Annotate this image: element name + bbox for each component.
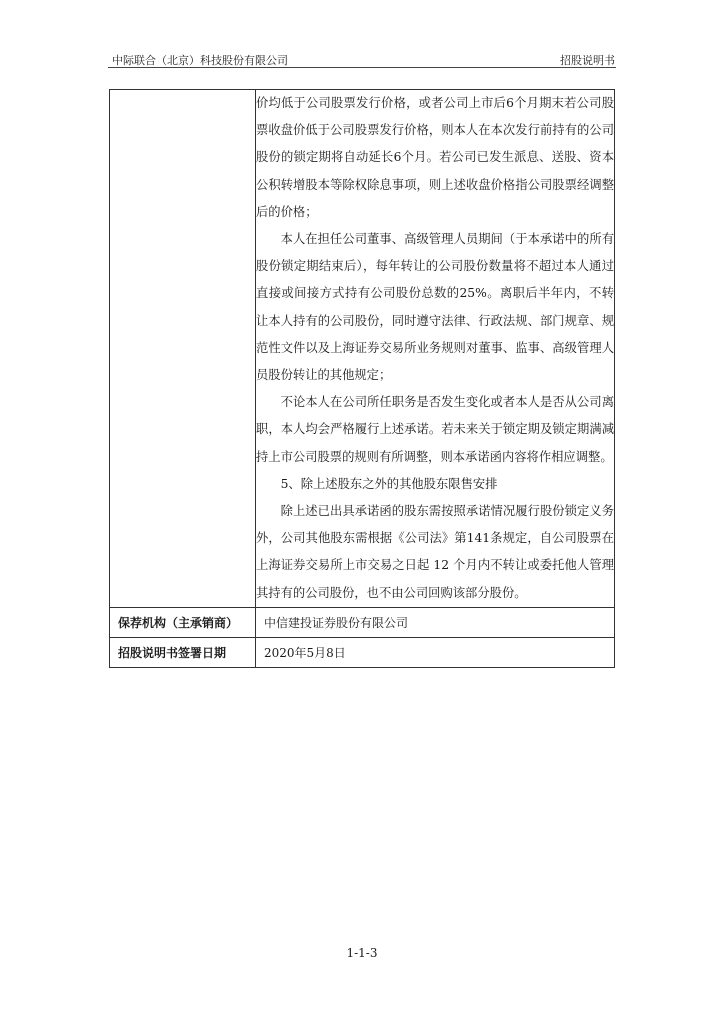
company-name: 中际联合（北京）科技股份有限公司 xyxy=(112,54,288,67)
paragraph: 价均低于公司股票发行价格，或者公司上市后6个月期末若公司股票收盘价低于公司股票发行价格，则本人在本次发行前持有的公司股份的锁定期将自动延长6个月。若公司已发生派息、送股、资本公积转增股本等除权除息事项，则上述收盘价格指公司股票经调整后的价格； xyxy=(256,96,614,219)
table-row xyxy=(110,607,615,637)
paragraph: 不论本人在公司所任职务是否发生变化或者本人是否从公司离职，本人均会严格履行上述承诺。若未来关于锁定期及锁定期满减持上市公司股票的规则有所调整，则本承诺函内容将作相应调整。 xyxy=(256,395,614,464)
header-rule xyxy=(108,67,616,68)
empty-label-cell xyxy=(110,90,256,608)
table-row xyxy=(110,90,615,608)
sponsor-label: 保荐机构（主承销商） xyxy=(110,607,256,637)
table-row xyxy=(110,637,615,667)
document-type: 招股说明书 xyxy=(560,54,615,67)
paragraph: 除上述已出具承诺函的股东需按照承诺情况履行股份锁定义务外，公司其他股东需根据《公司法》第141条规定，自公司股票在上海证券交易所上市交易之日起 12 个月内不转让或委托他人管理其持有的公司股份，也不由公司回购该部分股份。 xyxy=(256,504,614,600)
info-table xyxy=(109,89,615,668)
paragraph: 本人在担任公司董事、高级管理人员期间（于本承诺中的所有股份锁定期结束后），每年转让的公司股份数量将不超过本人通过直接或间接方式持有公司股份总数的25%。离职后半年内，不转让本人持有的公司股份，同时遵守法律、行政法规、部门规章、规范性文件以及上海证券交易所业务规则对董事、监事、高级管理人员股份转让的其他规定； xyxy=(256,232,614,383)
page-header xyxy=(112,46,615,66)
section-heading: 5、除上述股东之外的其他股东限售安排 xyxy=(280,476,498,491)
signing-date-value: 2020年5月8日 xyxy=(256,637,615,667)
sponsor-value: 中信建投证券股份有限公司 xyxy=(256,607,615,637)
page-number: 1-1-3 xyxy=(346,946,378,960)
signing-date-label: 招股说明书签署日期 xyxy=(110,637,256,667)
content-cell xyxy=(256,90,615,608)
